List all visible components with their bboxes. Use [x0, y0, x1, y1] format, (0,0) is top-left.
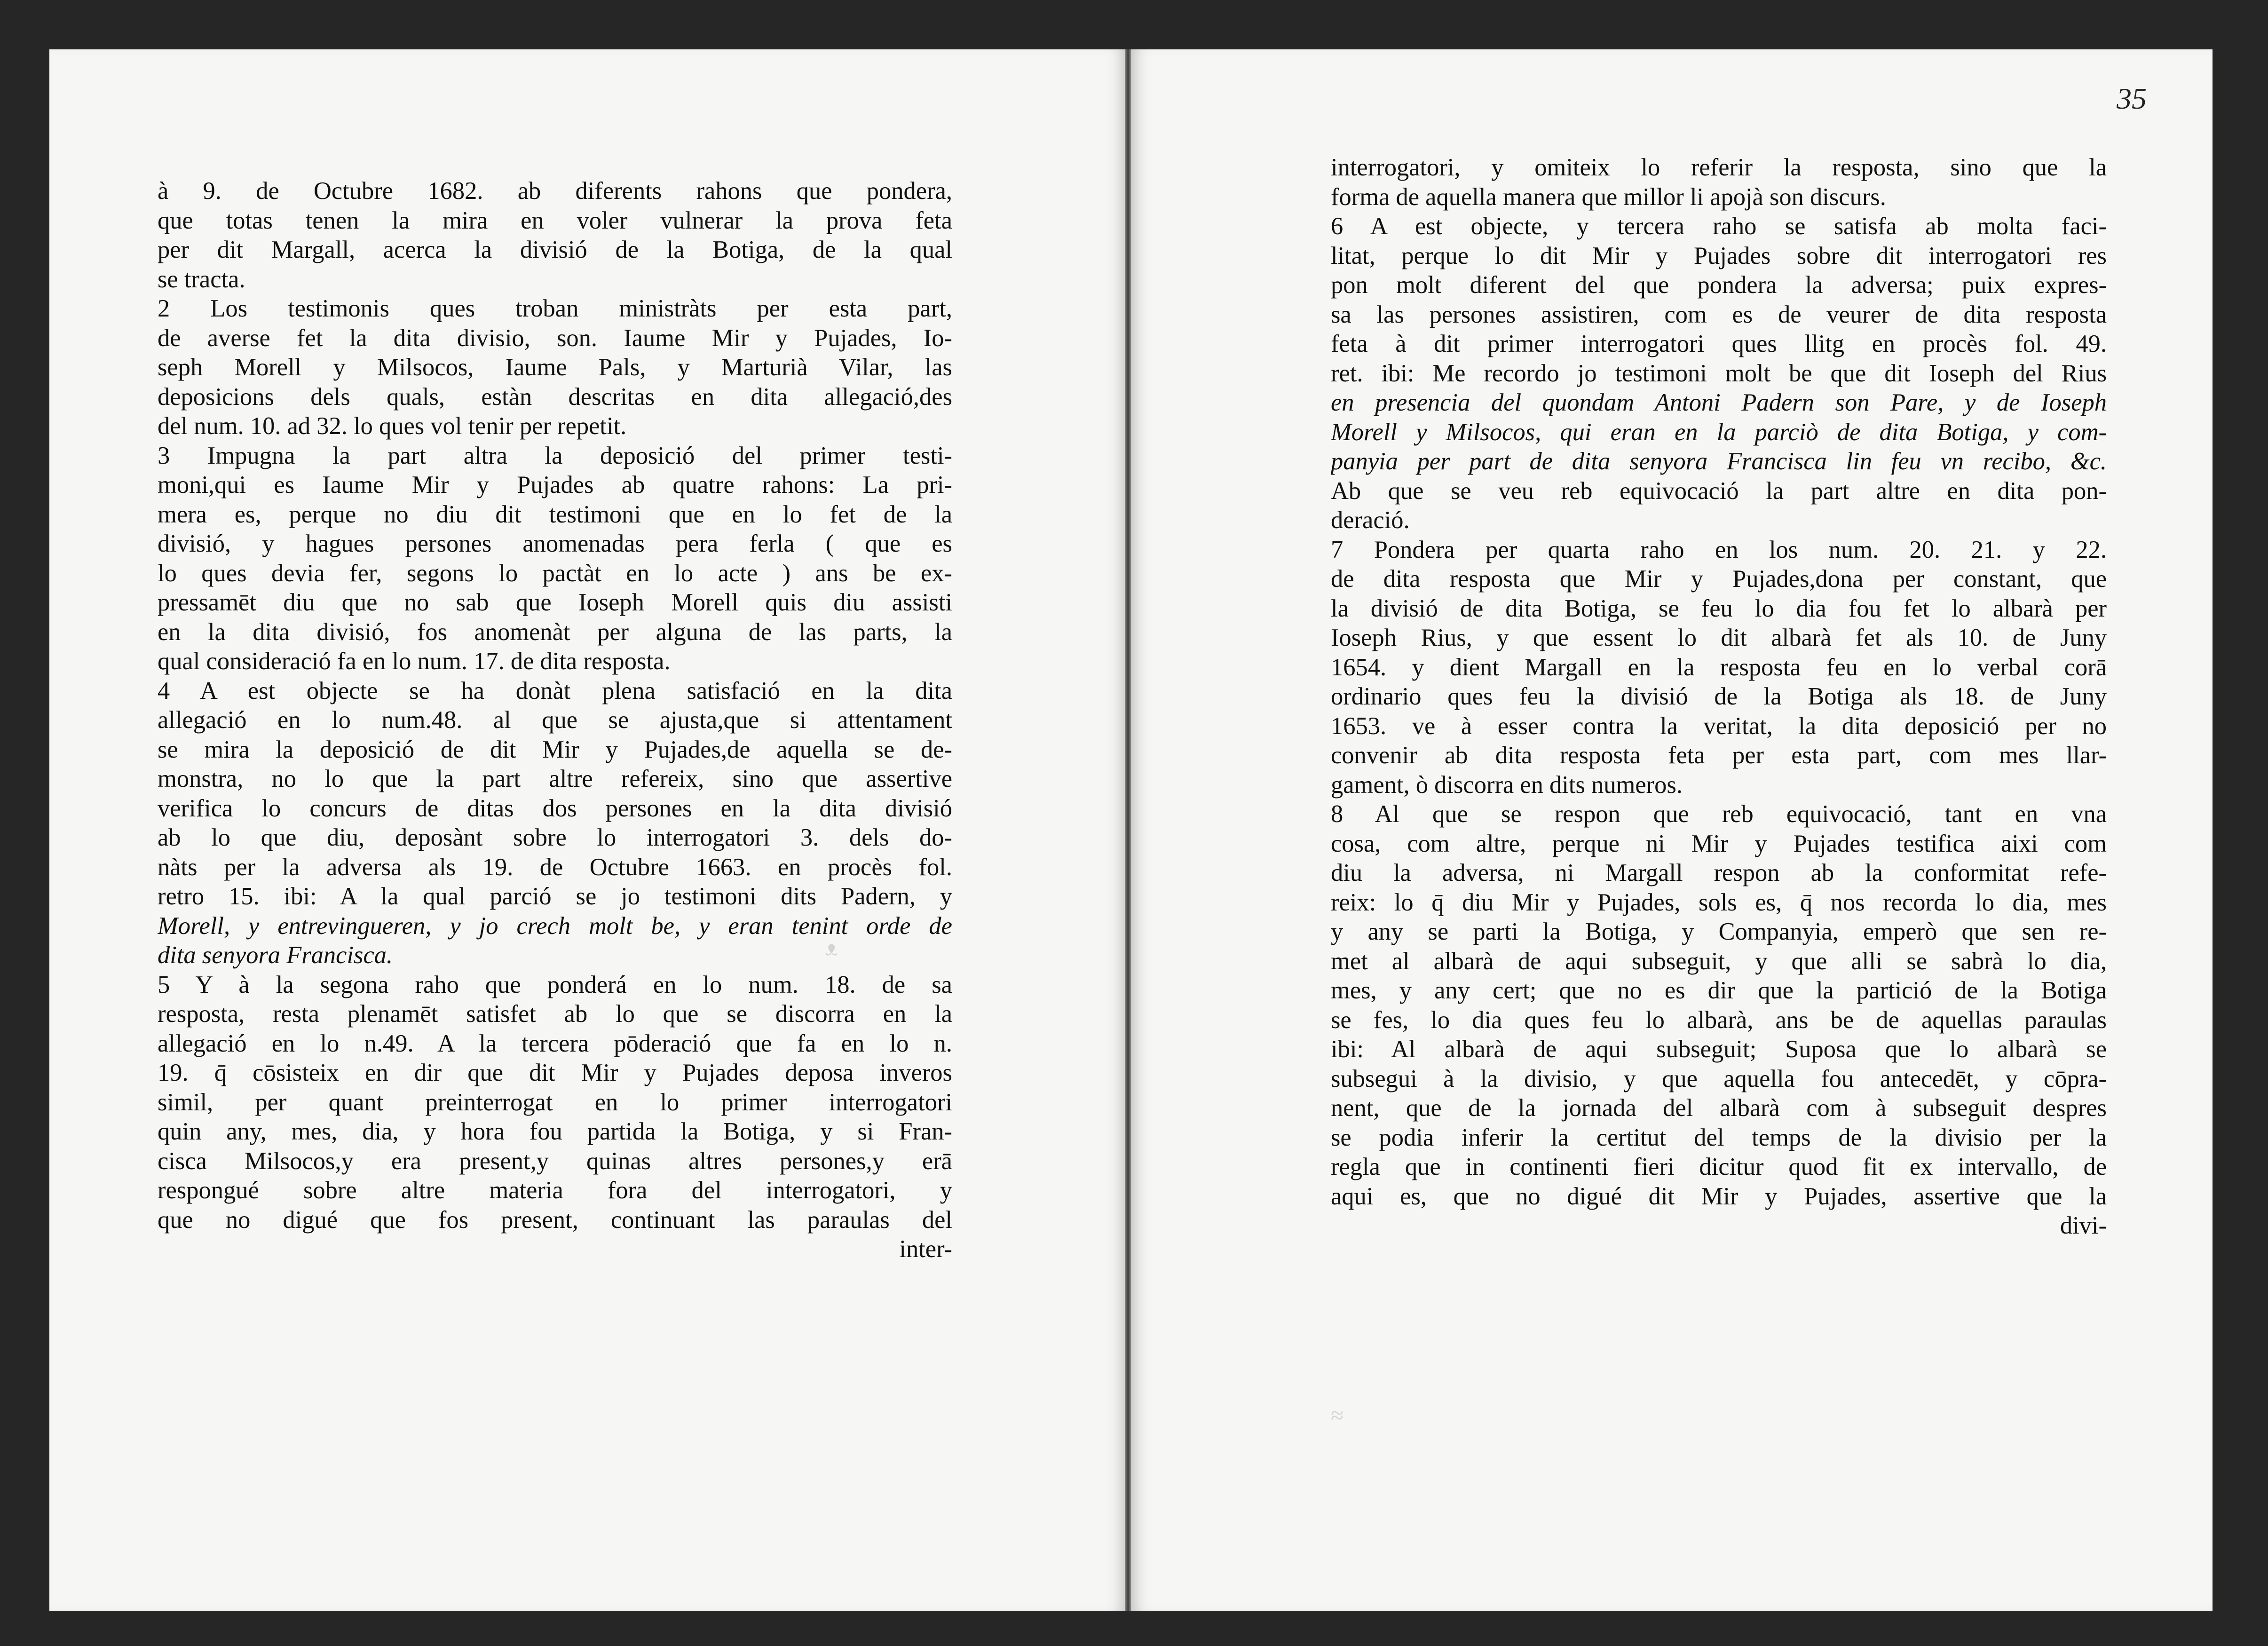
text-line: de averse fet la dita divisio, son. Iaume Mir y Pujades, Io-	[158, 324, 952, 352]
text-line: respongué sobre altre materia fora del interrogatori, y	[158, 1177, 952, 1204]
text-line: dita senyora Francisca.	[158, 942, 393, 969]
text-line: qual consideració fa en lo num. 17. de dita resposta.	[158, 648, 671, 675]
text-line: nàts per la adversa als 19. de Octubre 1663. en procès fol.	[158, 853, 952, 881]
text-line: 19. q̄ cōsisteix en dir que dit Mir y Pujades deposa inveros	[158, 1059, 952, 1086]
text-line: feta à dit primer interrogatori ques llitg en procès fol. 49.	[1331, 330, 2107, 357]
text-line: pon molt diferent del que pondera la adversa; puix expres-	[1331, 271, 2107, 299]
book-gutter	[1125, 49, 1131, 1611]
text-line: que no digué que fos present, continuant las paraulas del	[158, 1206, 952, 1234]
left-page	[49, 49, 1126, 1611]
bleed-through-mark: ᴥ	[825, 934, 838, 960]
text-line: que totas tenen la mira en voler vulnerar la prova feta	[158, 206, 952, 234]
text-line: se fes, lo dia ques feu lo albarà, ans be de aquellas paraulas	[1331, 1006, 2107, 1034]
text-line: ordinario ques feu la divisió de la Botiga als 18. de Juny	[1331, 683, 2107, 710]
text-line: forma de aquella manera que millor li apojà son discurs.	[1331, 183, 1886, 211]
text-line: divisió, y hagues persones anomenadas pera ferla ( que es	[158, 530, 952, 557]
folio-number: 35	[2117, 82, 2147, 115]
right-page-text	[1331, 153, 2107, 1241]
text-line: nent, que de la jornada del albarà com à subseguit despres	[1331, 1094, 2107, 1122]
text-line: simil, per quant preinterrogat en lo primer interrogatori	[158, 1088, 952, 1116]
text-line: 3 Impugna la part altra la deposició del primer testi-	[158, 442, 952, 469]
text-line: la divisió de dita Botiga, se feu lo dia fou fet lo albarà per	[1331, 594, 2107, 622]
text-line: moni,qui es Iaume Mir y Pujades ab quatre rahons: La pri-	[158, 471, 952, 499]
text-line: Ioseph Rius, y que essent lo dit albarà fet als 10. de Juny	[1331, 624, 2107, 651]
text-line: deració.	[1331, 506, 1410, 534]
text-line: ret. ibi: Me recordo jo testimoni molt be que dit Ioseph del Rius	[1331, 359, 2107, 387]
text-line: se podia inferir la certitut del temps de la divisio per la	[1331, 1124, 2107, 1151]
text-line: met al albarà de aqui subseguit, y que alli se sabrà lo dia,	[1331, 947, 2107, 975]
text-line: Morell y Milsocos, qui eran en la parciò de dita Botiga, y com-	[1331, 418, 2107, 446]
text-line: 4 A est objecte se ha donàt plena satisfació en la dita	[158, 677, 952, 704]
text-line: mera es, perque no diu dit testimoni que en lo fet de la	[158, 500, 952, 528]
left-page-text	[158, 176, 952, 1264]
text-line: 7 Pondera per quarta raho en los num. 20. 21. y 22.	[1331, 536, 2107, 563]
right-page	[1131, 49, 2213, 1611]
text-line: se tracta.	[158, 265, 245, 293]
text-line: gament, ò discorra en dits numeros.	[1331, 771, 1683, 799]
text-line: deposicions dels quals, estàn descritas en dita allegació,des	[158, 383, 952, 411]
text-line: subsegui à la divisio, y que aquella fou antecedēt, y cōpra-	[1331, 1065, 2107, 1092]
text-line: en presencia del quondam Antoni Padern son Pare, y de Ioseph	[1331, 389, 2107, 416]
text-line: se mira la deposició de dit Mir y Pujades,de aquella se de-	[158, 736, 952, 763]
text-line: regla que in continenti fieri dicitur quod fit ex intervallo, de	[1331, 1153, 2107, 1180]
text-line: pressamēt diu que no sab que Ioseph Morell quis diu assisti	[158, 589, 952, 616]
text-line: verifica lo concurs de ditas dos persones en la dita divisió	[158, 794, 952, 822]
text-line: y any se parti la Botiga, y Companyia, emperò que sen re-	[1331, 918, 2107, 945]
text-line: 1653. ve à esser contra la veritat, la dita deposició per no	[1331, 712, 2107, 740]
text-line: de dita resposta que Mir y Pujades,dona per constant, que	[1331, 565, 2107, 593]
text-line: ibi: Al albarà de aqui subseguit; Suposa que lo albarà se	[1331, 1036, 2107, 1063]
text-line: interrogatori, y omiteix lo referir la resposta, sino que la	[1331, 154, 2107, 181]
text-line: Morell, y entrevingueren, y jo crech molt be, y eran tenint orde de	[158, 912, 952, 940]
text-line: allegació en lo n.49. A la tercera pōderació que fa en lo n.	[158, 1029, 952, 1057]
text-line: seph Morell y Milsocos, Iaume Pals, y Marturià Vilar, las	[158, 354, 952, 381]
text-line: quin any, mes, dia, y hora fou partida la Botiga, y si Fran-	[158, 1118, 952, 1145]
text-line: reix: lo q̄ diu Mir y Pujades, sols es, q̄ nos recorda lo dia, mes	[1331, 888, 2107, 916]
bleed-through-mark: ≈	[1331, 1402, 1344, 1428]
text-line: 2 Los testimonis ques troban ministràts per esta part,	[158, 295, 952, 322]
text-line: litat, perque lo dit Mir y Pujades sobre dit interrogatori res	[1331, 242, 2107, 269]
text-line: en la dita divisió, fos anomenàt per alguna de las parts, la	[158, 618, 952, 646]
text-line: inter-	[899, 1235, 952, 1263]
text-line: ab lo que diu, deposànt sobre lo interrogatori 3. dels do-	[158, 824, 952, 851]
text-line: allegació en lo num.48. al que se ajusta,que si attentament	[158, 706, 952, 734]
text-line: cisca Milsocos,y era present,y quinas altres persones,y erā	[158, 1147, 952, 1175]
text-line: divi-	[2060, 1212, 2107, 1239]
text-line: 6 A est objecte, y tercera raho se satisfa ab molta faci-	[1331, 213, 2107, 240]
text-line: 1654. y dient Margall en la resposta feu en lo verbal corā	[1331, 653, 2107, 681]
text-line: del num. 10. ad 32. lo ques vol tenir per repetit.	[158, 412, 627, 440]
text-line: per dit Margall, acerca la divisió de la Botiga, de la qual	[158, 236, 952, 263]
text-line: monstra, no lo que la part altre refereix, sino que assertive	[158, 765, 952, 792]
text-line: aqui es, que no digué dit Mir y Pujades, assertive que la	[1331, 1182, 2107, 1210]
text-line: mes, y any cert; que no es dir que la partició de la Botiga	[1331, 977, 2107, 1004]
text-line: convenir ab dita resposta feta per esta part, com mes llar-	[1331, 742, 2107, 769]
text-line: Ab que se veu reb equivocació la part altre en dita pon-	[1331, 477, 2107, 505]
text-line: resposta, resta plenamēt satisfet ab lo que se discorra en la	[158, 1000, 952, 1028]
text-line: lo ques devia fer, segons lo pactàt en lo acte ) ans be ex-	[158, 559, 952, 587]
text-line: 5 Y à la segona raho que ponderá en lo num. 18. de sa	[158, 971, 952, 998]
text-line: diu la adversa, ni Margall respon ab la conformitat refe-	[1331, 859, 2107, 886]
text-line: à 9. de Octubre 1682. ab diferents rahons que pondera,	[158, 177, 952, 205]
text-line: sa las persones assistiren, com es de veurer de dita resposta	[1331, 301, 2107, 328]
text-line: retro 15. ibi: A la qual parció se jo testimoni dits Padern, y	[158, 883, 952, 910]
text-line: panyia per part de dita senyora Francisca lin feu vn recibo, &c.	[1331, 448, 2107, 475]
text-line: cosa, com altre, perque ni Mir y Pujades testifica aixi com	[1331, 830, 2107, 857]
text-line: 8 Al que se respon que reb equivocació, tant en vna	[1331, 800, 2107, 828]
